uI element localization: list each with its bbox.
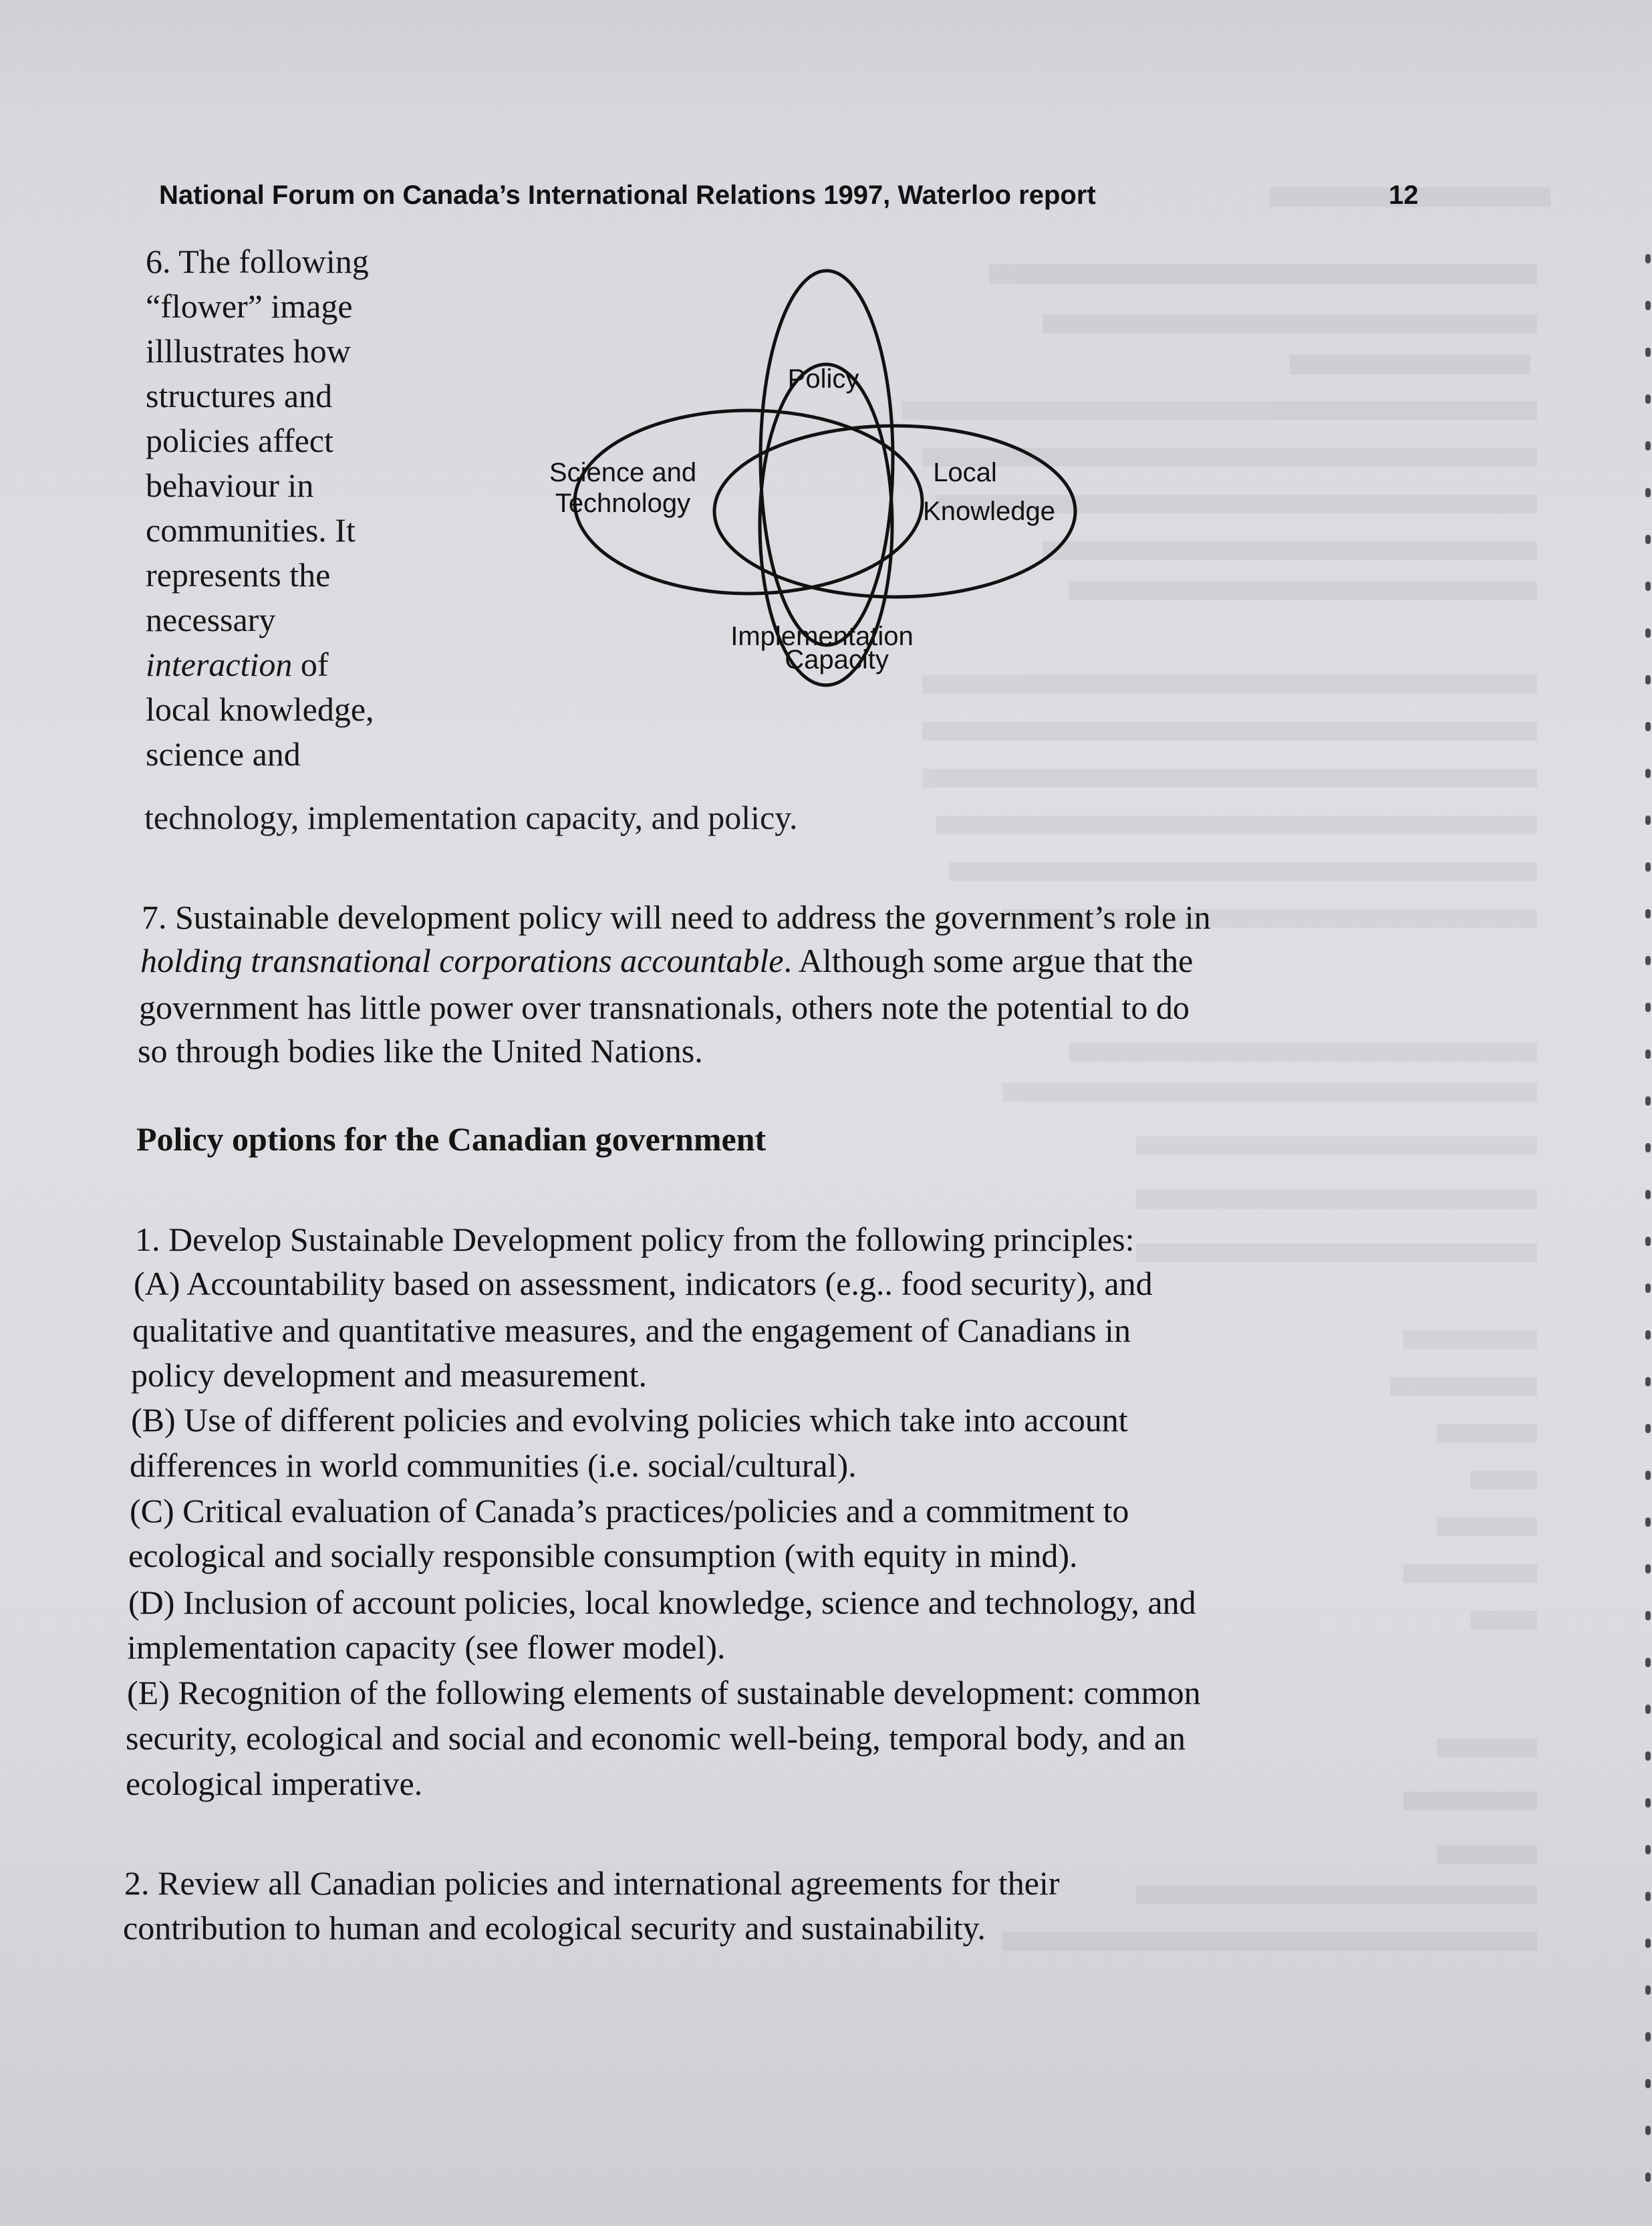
option-line: qualitative and quantitative measures, and the engagement of Canadians in <box>132 1312 1131 1349</box>
item-7-line: so through bodies like the United Nations. <box>138 1032 703 1070</box>
item-6-fragment: of <box>292 646 329 683</box>
science-label-line1: Science and <box>549 458 697 487</box>
item-6-line: 6. The following <box>146 243 369 280</box>
option-line: (B) Use of different policies and evolving policies which take into account <box>131 1401 1128 1439</box>
option-line: implementation capacity (see flower model). <box>127 1628 726 1666</box>
item-6-line: science and <box>146 735 301 773</box>
science-label-line2: Technology <box>555 489 691 518</box>
item-6-line: policies affect <box>146 422 333 459</box>
running-header <box>159 180 1429 211</box>
item-6-line: necessary <box>146 601 276 638</box>
option-line: (A) Accountability based on assessment, indicators (e.g.. food security), and <box>134 1265 1153 1302</box>
item-7-emphasis: holding transnational corporations accountable <box>140 942 784 979</box>
option-line: 2. Review all Canadian policies and international agreements for their <box>124 1864 1060 1902</box>
item-6-line: behaviour in <box>146 467 314 504</box>
spiral-binding <box>1641 254 1652 2226</box>
option-line: security, ecological and social and economic well-being, temporal body, and an <box>126 1719 1186 1757</box>
implementation-label-line2: Capacity <box>785 645 889 674</box>
option-line: (D) Inclusion of account policies, local knowledge, science and technology, and <box>128 1584 1196 1621</box>
item-6-line <box>146 642 493 687</box>
item-6-tail: technology, implementation capacity, and policy. <box>144 799 798 836</box>
option-line: (C) Critical evaluation of Canada’s practices/policies and a commitment to <box>130 1492 1129 1529</box>
implementation-label-line1: Implementation <box>730 622 914 651</box>
policy-label: Policy <box>787 364 859 394</box>
option-line: 1. Develop Sustainable Development policy from the following principles: <box>135 1221 1135 1258</box>
option-line: ecological and socially responsible consumption (with equity in mind). <box>128 1537 1078 1574</box>
item-7-line <box>140 939 1193 982</box>
item-7-line: 7. Sustainable development policy will need to address the government’s role in <box>142 898 1211 936</box>
interaction-emphasis: interaction <box>146 646 293 683</box>
option-line: ecological imperative. <box>126 1765 423 1802</box>
option-line: (E) Recognition of the following elements of sustainable development: common <box>127 1674 1201 1711</box>
local-knowledge-label-line1: Local <box>933 458 997 487</box>
item-7-line: government has little power over transnationals, others note the potential to do <box>139 989 1190 1026</box>
option-line: contribution to human and ecological security and sustainability. <box>123 1909 986 1947</box>
item-6-line: “flower” image <box>146 287 353 325</box>
section-heading: Policy options for the Canadian government <box>136 1120 767 1158</box>
item-6-line: represents the <box>146 556 331 594</box>
item-6-line: communities. It <box>146 511 356 549</box>
flower-diagram <box>481 254 1096 735</box>
item-6-line: local knowledge, <box>146 691 374 728</box>
header-title: National Forum on Canada’s International Relations 1997, Waterloo report <box>159 180 1096 210</box>
item-7-fragment: . Although some argue that the <box>783 942 1194 979</box>
option-line: differences in world communities (i.e. social/cultural). <box>130 1447 857 1484</box>
page-number: 12 <box>1389 180 1419 210</box>
item-6-paragraph <box>146 239 493 777</box>
option-line: policy development and measurement. <box>131 1356 647 1394</box>
local-knowledge-label-line2: Knowledge <box>923 497 1055 526</box>
item-6-line: structures and <box>146 377 333 414</box>
item-6-line: illlustrates how <box>146 332 351 370</box>
